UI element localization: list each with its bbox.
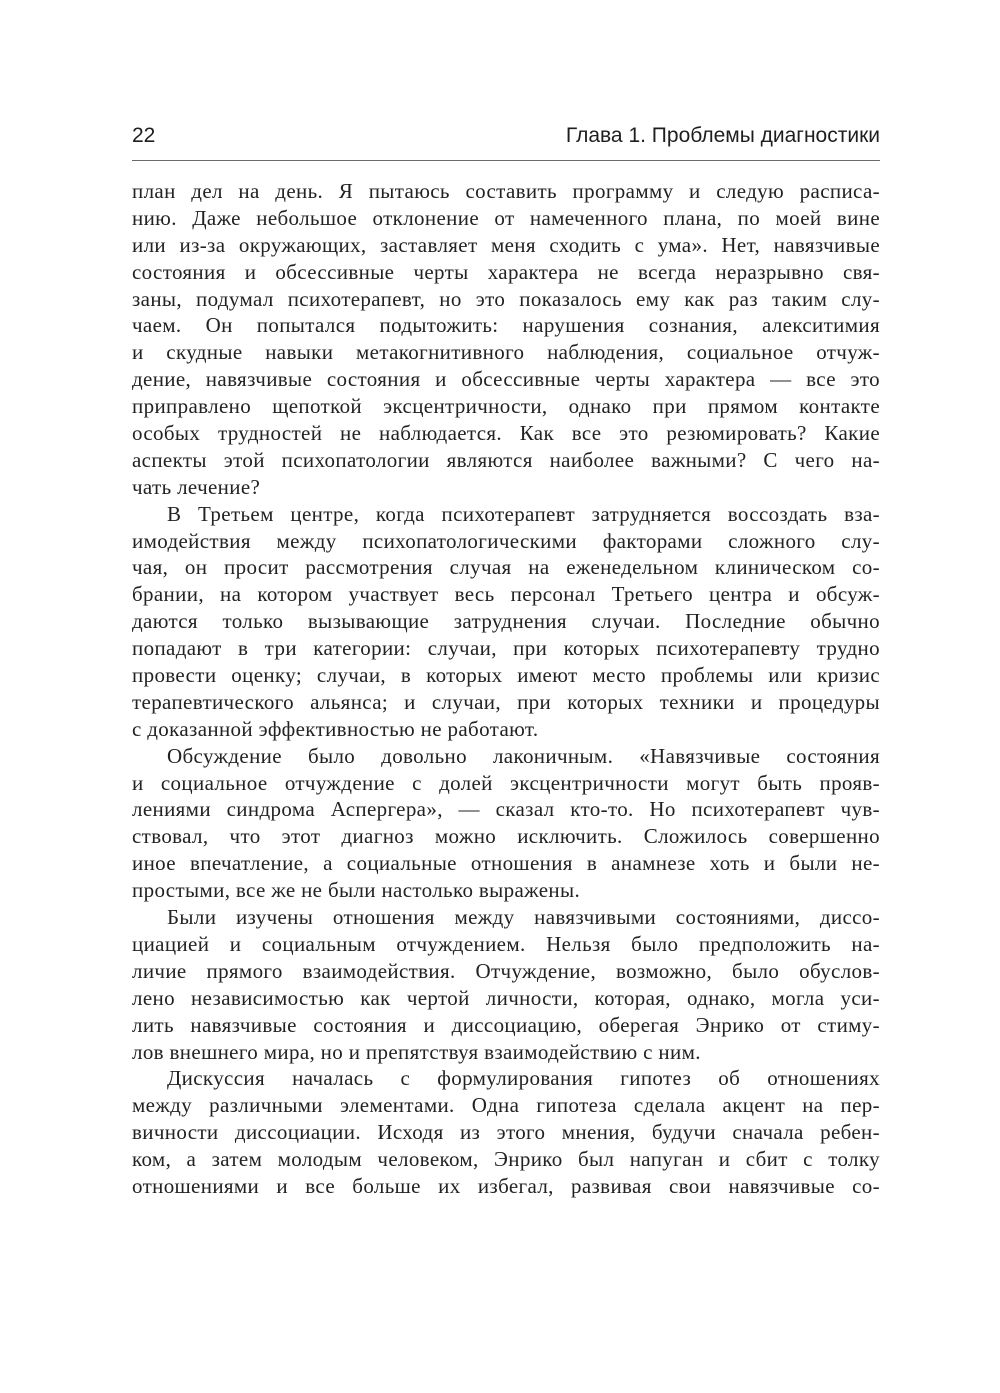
paragraph — [132, 743, 880, 904]
text-line: ком, а затем молодым человеком, Энрико был напуган и сбит с толку — [132, 1147, 880, 1172]
text-line: чаем. Он попытался подытожить: нарушения сознания, алекситимия — [132, 313, 880, 338]
page-number: 22 — [132, 124, 156, 147]
paragraph — [132, 904, 880, 1065]
text-line: попадают в три категории: случаи, при которых психотерапевту трудно — [132, 636, 880, 661]
text-line: личие прямого взаимодействия. Отчуждение, возможно, было обуслов- — [132, 958, 880, 983]
paragraph — [132, 501, 880, 743]
text-line: заны, подумал психотерапевт, но это показалось ему как раз таким слу- — [132, 286, 880, 311]
text-line: лено независимостью как чертой личности, которая, однако, могла уси- — [132, 985, 880, 1010]
text-line: ствовал, что этот диагноз можно исключить. Сложилось совершенно — [132, 824, 880, 849]
text-line: нию. Даже небольшое отклонение от намеченного плана, по моей вине — [132, 205, 880, 230]
text-line: циацией и социальным отчуждением. Нельзя было предположить на- — [132, 931, 880, 956]
text-line: и социальное отчуждение с долей эксцентричности могут быть прояв- — [132, 770, 880, 795]
text-line: или из-за окружающих, заставляет меня сходить с ума». Нет, навязчивые — [132, 232, 880, 257]
text-line: даются только вызывающие затруднения случаи. Последние обычно — [132, 609, 880, 634]
chapter-title: Глава 1. Проблемы диагностики — [565, 124, 880, 147]
paragraph — [132, 1065, 880, 1199]
text-line: Обсуждение было довольно лаконичным. «Навязчивые состояния — [167, 743, 880, 768]
text-line: имодействия между психопатологическими факторами сложного слу- — [132, 528, 880, 553]
text-line: В Третьем центре, когда психотерапевт затрудняется воссоздать вза- — [167, 501, 880, 526]
text-line: состояния и обсессивные черты характера не всегда неразрывно свя- — [132, 259, 880, 284]
text-line: Дискуссия началась с формулирования гипотез об отношениях — [167, 1066, 880, 1091]
text-line: план дел на день. Я пытаюсь составить программу и следую расписа- — [132, 179, 880, 203]
body-text — [132, 178, 880, 1200]
text-line: отношениями и все больше их избегал, развивая свои навязчивые со- — [132, 1173, 880, 1198]
text-line: дение, навязчивые состояния и обсессивные черты характера — все это — [132, 367, 880, 392]
text-line: и скудные навыки метакогнитивного наблюдения, социальное отчуж- — [132, 340, 880, 365]
header-rule — [132, 160, 880, 161]
text-line: аспекты этой психопатологии являются наиболее важными? С чего на- — [132, 447, 880, 472]
text-line: с доказанной эффективностью не работают. — [132, 716, 539, 741]
text-line: Были изучены отношения между навязчивыми состояниями, диссо- — [167, 905, 880, 930]
text-line: лов внешнего мира, но и препятствуя взаимодействию с ним. — [132, 1039, 701, 1064]
text-line: иное впечатление, а социальные отношения в анамнезе хоть и были не- — [132, 851, 880, 876]
text-line: простыми, все же не были настолько выражены. — [132, 878, 581, 903]
text-line: особых трудностей не наблюдается. Как все это резюмировать? Какие — [132, 421, 880, 446]
text-line: чать лечение? — [132, 474, 261, 499]
text-line: приправлено щепоткой эксцентричности, однако при прямом контакте — [132, 394, 880, 419]
text-line: терапевтического альянса; и случаи, при которых техники и процедуры — [132, 689, 880, 714]
text-line: лить навязчивые состояния и диссоциацию, оберегая Энрико от стиму- — [132, 1012, 880, 1037]
text-line: брании, на котором участвует весь персонал Третьего центра и обсуж- — [132, 582, 880, 607]
paragraph — [132, 178, 880, 501]
text-line: провести оценку; случаи, в которых имеют место проблемы или кризис — [132, 663, 880, 688]
text-line: лениями синдрома Аспергера», — сказал кто-то. Но психотерапевт чув- — [132, 797, 880, 822]
text-line: чая, он просит рассмотрения случая на еженедельном клиническом со- — [132, 555, 880, 580]
text-line: между различными элементами. Одна гипотеза сделала акцент на пер- — [132, 1093, 880, 1118]
running-head — [132, 124, 880, 154]
text-line: вичности диссоциации. Исходя из этого мнения, будучи сначала ребен- — [132, 1120, 880, 1145]
